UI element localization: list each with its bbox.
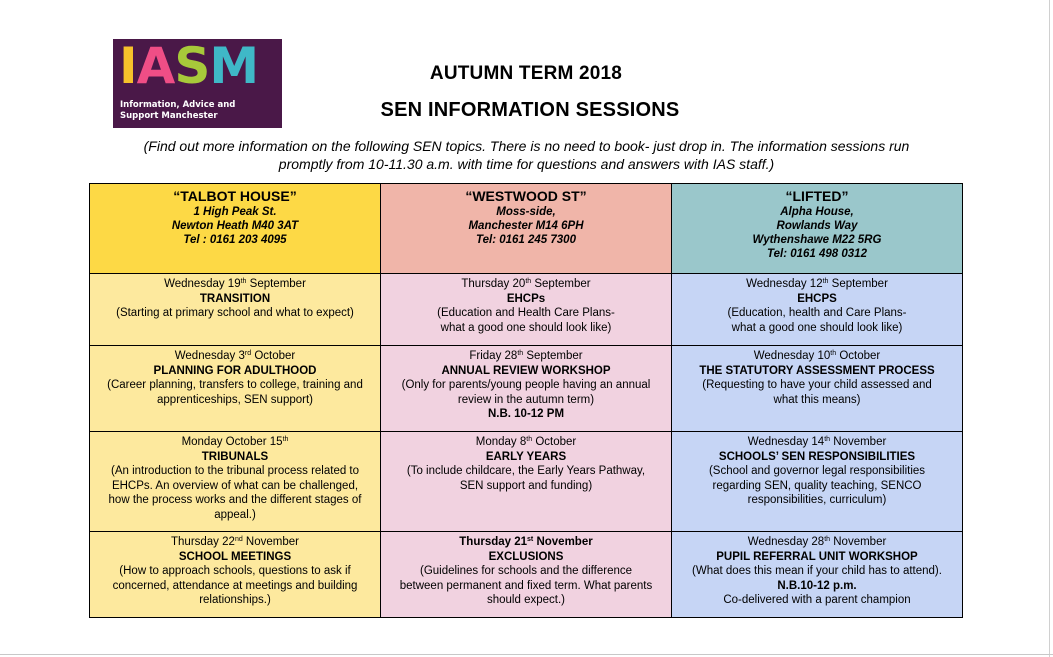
session-date: Friday 28th September bbox=[469, 350, 583, 362]
session-cell bbox=[381, 274, 672, 346]
session-title: EARLY YEARS bbox=[485, 450, 567, 463]
venue-address-line: Manchester M14 6PH bbox=[468, 220, 584, 232]
session-description-line: how the process works and the different stages of bbox=[108, 494, 362, 506]
session-description-line: EHCPs. An overview of what can be challenged, bbox=[111, 479, 359, 492]
session-cell bbox=[90, 274, 381, 346]
session-date: Wednesday 19th September bbox=[164, 278, 306, 290]
date-ordinal-suffix: th bbox=[824, 436, 831, 443]
session-cell bbox=[381, 432, 672, 532]
page-edge-right bbox=[1049, 0, 1050, 657]
session-title: SCHOOLS’ SEN RESPONSIBILITIES bbox=[718, 450, 916, 463]
session-cell bbox=[381, 532, 672, 618]
session-title: TRANSITION bbox=[199, 292, 271, 305]
session-description-line: appeal.) bbox=[214, 508, 256, 521]
session-description-line: regarding SEN, quality teaching, SENCO bbox=[712, 479, 922, 492]
session-title: PUPIL REFERRAL UNIT WORKSHOP bbox=[716, 550, 918, 563]
venue-name: “TALBOT HOUSE” bbox=[173, 188, 297, 204]
session-cell bbox=[672, 532, 963, 618]
logo-letter-i: I bbox=[119, 39, 137, 95]
session-date: Monday October 15th bbox=[181, 436, 289, 448]
iasm-logo bbox=[113, 39, 282, 128]
session-title: EHCPS bbox=[797, 292, 837, 305]
date-ordinal-suffix: nd bbox=[234, 536, 243, 543]
venue-cell-westwood-st bbox=[381, 184, 672, 274]
page-edge-bottom bbox=[0, 654, 1053, 655]
logo-letter-m: M bbox=[209, 39, 259, 95]
date-ordinal-suffix: th bbox=[822, 278, 829, 285]
session-description-line: apprenticeships, SEN support) bbox=[157, 393, 313, 406]
venue-header-row bbox=[90, 184, 963, 274]
venue-address-line: Tel: 0161 245 7300 bbox=[476, 234, 576, 246]
date-ordinal-suffix: th bbox=[282, 436, 289, 443]
session-date: Wednesday 10th October bbox=[753, 350, 881, 362]
session-description-line: (Education and Health Care Plans- bbox=[437, 307, 615, 319]
venue-address-line: Tel: 0161 498 0312 bbox=[767, 248, 867, 260]
session-description-line: what a good one should look like) bbox=[440, 321, 612, 334]
venue-address-line: Alpha House, bbox=[780, 206, 854, 218]
session-description-line: (Education, health and Care Plans- bbox=[727, 307, 907, 319]
session-title: EHCPs bbox=[506, 292, 546, 305]
intro-line-2: promptly from 10-11.30 a.m. with time for questions and answers with IAS staff.) bbox=[278, 156, 775, 172]
session-title: EXCLUSIONS bbox=[488, 550, 564, 563]
session-date: Thursday 22nd November bbox=[171, 536, 299, 548]
session-note: N.B.10-12 p.m. bbox=[777, 579, 857, 592]
session-cell bbox=[90, 346, 381, 432]
session-date: Thursday 20th September bbox=[461, 278, 591, 290]
session-date: Thursday 21st November bbox=[459, 536, 593, 548]
sessions-table-body bbox=[90, 184, 963, 618]
session-description-line: (Only for parents/young people having an annual bbox=[401, 379, 651, 391]
logo-tagline-line1: Information, Advice and bbox=[120, 100, 236, 110]
date-ordinal-suffix: th bbox=[830, 350, 837, 357]
venue-name: “LIFTED” bbox=[785, 188, 849, 204]
venue-address-line: Wythenshawe M22 5RG bbox=[752, 234, 882, 246]
session-extra: Co-delivered with a parent champion bbox=[723, 594, 911, 606]
logo-letter-s: S bbox=[174, 39, 210, 95]
session-description-line: (Requesting to have your child assessed and bbox=[702, 379, 932, 391]
date-ordinal-suffix: st bbox=[527, 536, 534, 543]
session-description-line: concerned, attendance at meetings and building bbox=[112, 579, 358, 592]
session-description-line: between permanent and fixed term. What parents bbox=[399, 579, 653, 592]
session-title: TRIBUNALS bbox=[201, 450, 269, 463]
date-ordinal-suffix: th bbox=[525, 278, 532, 285]
session-date: Monday 8th October bbox=[475, 436, 577, 448]
session-description-line: relationships.) bbox=[199, 594, 271, 606]
logo-tagline bbox=[120, 100, 280, 122]
session-description-line: what this means) bbox=[773, 393, 861, 406]
session-date: Wednesday 3rd October bbox=[174, 350, 296, 362]
session-description-line: (School and governor legal responsibilities bbox=[708, 465, 926, 477]
session-cell bbox=[90, 532, 381, 618]
venue-address-line: Tel : 0161 203 4095 bbox=[183, 234, 287, 246]
session-cell bbox=[672, 274, 963, 346]
date-ordinal-suffix: rd bbox=[244, 350, 252, 357]
sessions-table bbox=[89, 183, 963, 618]
session-row bbox=[90, 432, 963, 532]
venue-address-line: Moss-side, bbox=[496, 206, 556, 218]
session-cell bbox=[672, 346, 963, 432]
date-ordinal-suffix: th bbox=[824, 536, 831, 543]
venue-cell-lifted bbox=[672, 184, 963, 274]
session-description-line: (To include childcare, the Early Years Pathway, bbox=[406, 465, 646, 477]
venue-cell-talbot-house bbox=[90, 184, 381, 274]
session-date: Wednesday 12th September bbox=[746, 278, 888, 290]
session-row bbox=[90, 346, 963, 432]
session-description-line: SEN support and funding) bbox=[459, 479, 593, 492]
session-title: THE STATUTORY ASSESSMENT PROCESS bbox=[699, 364, 935, 377]
session-row bbox=[90, 274, 963, 346]
session-title: PLANNING FOR ADULTHOOD bbox=[153, 364, 317, 377]
session-description-line: should expect.) bbox=[487, 594, 565, 606]
date-ordinal-suffix: th bbox=[240, 278, 247, 285]
venue-address-line: 1 High Peak St. bbox=[193, 206, 277, 218]
session-description-line: responsibilities, curriculum) bbox=[747, 494, 887, 506]
session-description-line: (What does this mean if your child has to attend). bbox=[692, 565, 942, 577]
session-description-line: (Career planning, transfers to college, training and bbox=[107, 379, 363, 391]
page-subtitle: SEN INFORMATION SESSIONS bbox=[380, 99, 680, 121]
logo-tagline-line2: Support Manchester bbox=[120, 111, 218, 121]
date-ordinal-suffix: th bbox=[526, 436, 533, 443]
intro-line-1: (Find out more information on the following SEN topics. There is no need to book- just drop in. The information sessions run bbox=[143, 138, 910, 154]
session-cell bbox=[90, 432, 381, 532]
session-description-line: what a good one should look like) bbox=[731, 321, 903, 334]
logo-letter-a: A bbox=[136, 39, 175, 95]
session-date: Wednesday 14th November bbox=[747, 436, 887, 448]
session-description-line: (Guidelines for schools and the difference bbox=[419, 565, 633, 577]
session-description-line: review in the autumn term) bbox=[457, 393, 595, 406]
session-description-line: (An introduction to the tribunal process related to bbox=[110, 465, 360, 477]
intro-text bbox=[100, 137, 953, 173]
session-note: N.B. 10-12 PM bbox=[487, 408, 565, 420]
venue-name: “WESTWOOD ST” bbox=[465, 188, 587, 204]
session-cell bbox=[672, 432, 963, 532]
logo-letters bbox=[119, 39, 259, 95]
venue-address-line: Rowlands Way bbox=[776, 220, 858, 232]
session-description-line: (How to approach schools, questions to ask if bbox=[119, 565, 351, 577]
session-date: Wednesday 28th November bbox=[747, 536, 887, 548]
page-title: AUTUMN TERM 2018 bbox=[429, 63, 623, 84]
session-row bbox=[90, 532, 963, 618]
session-title: ANNUAL REVIEW WORKSHOP bbox=[441, 364, 611, 377]
venue-address-line: Newton Heath M40 3AT bbox=[171, 220, 299, 232]
session-title: SCHOOL MEETINGS bbox=[178, 550, 292, 563]
session-cell bbox=[381, 346, 672, 432]
session-description-line: (Starting at primary school and what to expect) bbox=[116, 307, 354, 319]
date-ordinal-suffix: th bbox=[517, 350, 524, 357]
